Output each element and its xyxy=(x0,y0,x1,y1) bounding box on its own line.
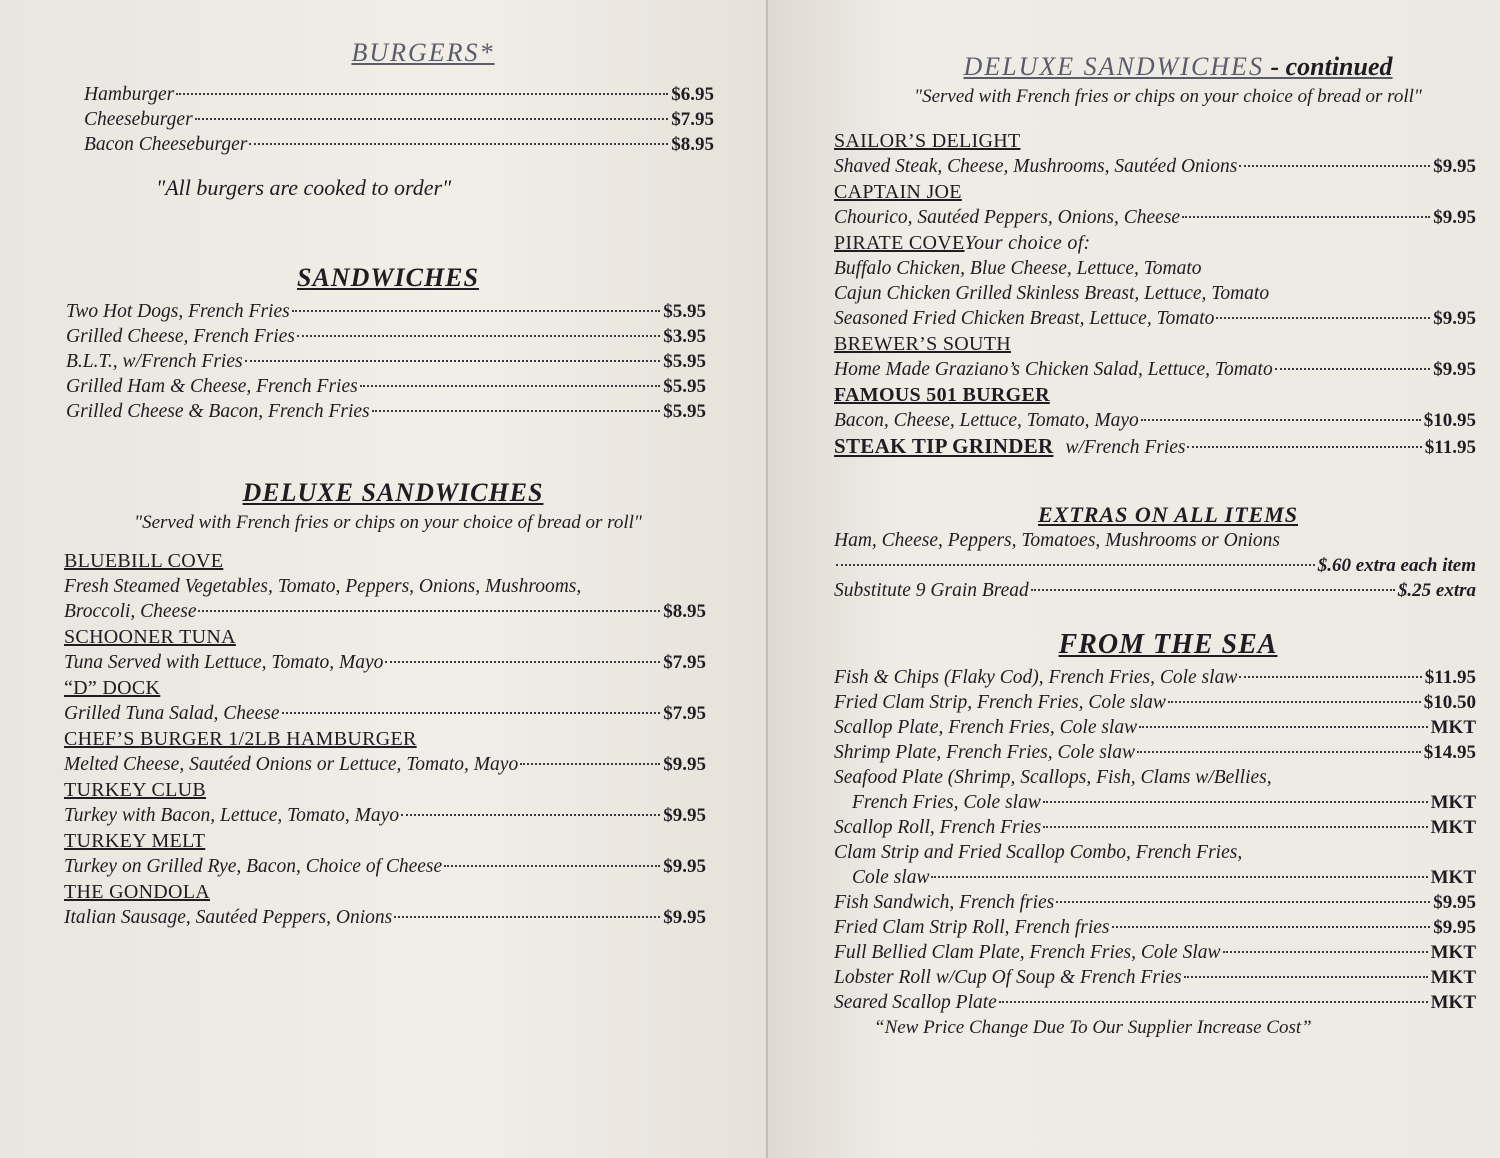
item-desc: Seasoned Fried Chicken Breast, Lettuce, Tomato xyxy=(834,308,1215,329)
dot-leader xyxy=(292,310,661,312)
menu-item xyxy=(66,299,706,324)
menu-item xyxy=(66,324,706,349)
dot-leader xyxy=(1137,751,1421,753)
item-price: $5.95 xyxy=(663,401,706,422)
dot-leader xyxy=(1168,701,1421,703)
dot-leader xyxy=(401,814,660,816)
item-price: $11.95 xyxy=(1424,437,1476,458)
deluxe-list xyxy=(46,548,706,930)
dot-leader xyxy=(1184,976,1428,978)
menu-item xyxy=(84,107,714,132)
item-title xyxy=(834,230,1476,256)
menu-item xyxy=(46,905,706,930)
menu-item xyxy=(834,715,1476,740)
item-title: TURKEY CLUB xyxy=(64,779,207,801)
menu-item xyxy=(46,599,706,624)
item-title: BREWER’S SOUTH xyxy=(834,333,1011,355)
item-desc: Grilled Tuna Salad, Cheese xyxy=(64,703,280,724)
item-price: $5.95 xyxy=(663,351,706,372)
item-desc: Home Made Graziano’s Chicken Salad, Lettuce, Tomato xyxy=(834,359,1273,380)
item-name: Seared Scallop Plate xyxy=(834,992,997,1013)
menu-item xyxy=(834,205,1476,230)
item-name: Shrimp Plate, French Fries, Cole slaw xyxy=(834,742,1135,763)
dot-leader xyxy=(1182,216,1430,218)
item-price: $7.95 xyxy=(663,652,706,673)
deluxe-title: DELUXE SANDWICHES xyxy=(242,478,544,507)
menu-item xyxy=(834,890,1476,915)
item-price: $9.95 xyxy=(1433,308,1476,329)
item-price: $7.95 xyxy=(671,109,714,130)
item-name: Full Bellied Clam Plate, French Fries, Cole Slaw xyxy=(834,942,1221,963)
menu-item xyxy=(46,701,706,726)
dot-leader xyxy=(394,916,660,918)
item-title: CHEF’S BURGER 1/2LB HAMBURGER xyxy=(64,728,417,750)
dot-leader xyxy=(931,876,1427,878)
menu-item xyxy=(834,578,1476,603)
burgers-list xyxy=(84,82,714,157)
item-name: Fried Clam Strip Roll, French fries xyxy=(834,917,1110,938)
item-title: “D” DOCK xyxy=(64,677,161,699)
deluxe-continued-subtitle: "Served with French fries or chips on your choice of bread or roll" xyxy=(914,86,1422,107)
dot-leader xyxy=(1275,368,1431,370)
burgers-note: "All burgers are cooked to order" xyxy=(156,175,452,200)
dot-leader xyxy=(1043,801,1428,803)
item-price: $7.95 xyxy=(663,703,706,724)
dot-leader xyxy=(1187,446,1421,448)
menu-item xyxy=(834,865,1476,890)
item-price: $10.95 xyxy=(1423,410,1476,431)
menu-entry xyxy=(46,726,706,777)
menu-item xyxy=(46,803,706,828)
item-price: $11.95 xyxy=(1424,667,1476,688)
deluxe-continued-suffix: - continued xyxy=(1263,52,1393,81)
item-name: Grilled Cheese & Bacon, French Fries xyxy=(66,401,370,422)
dot-leader xyxy=(1031,589,1395,591)
dot-leader xyxy=(1239,676,1421,678)
item-name: Cheeseburger xyxy=(84,109,193,130)
dot-leader xyxy=(1056,901,1430,903)
item-title: TURKEY MELT xyxy=(64,830,206,852)
dot-leader xyxy=(1223,951,1428,953)
item-price: $6.95 xyxy=(671,84,714,105)
dot-leader xyxy=(198,610,660,612)
menu-item xyxy=(834,433,1476,462)
sea-list xyxy=(834,665,1476,1039)
item-title: BLUEBILL COVE xyxy=(64,550,224,572)
item-desc: w/French Fries xyxy=(1065,437,1186,458)
item-name: Fish Sandwich, French fries xyxy=(834,892,1055,913)
menu-item xyxy=(834,306,1476,331)
dot-leader xyxy=(1112,926,1431,928)
item-name: Substitute 9 Grain Bread xyxy=(834,580,1029,601)
item-desc: Shaved Steak, Cheese, Mushrooms, Sautéed Onions xyxy=(834,156,1238,177)
item-title: SCHOONER TUNA xyxy=(64,626,236,648)
menu-item xyxy=(834,915,1476,940)
item-price: $14.95 xyxy=(1423,742,1476,763)
item-name: Grilled Cheese, French Fries xyxy=(66,326,295,347)
menu-item xyxy=(834,665,1476,690)
extras-title: EXTRAS ON ALL ITEMS xyxy=(1037,502,1299,527)
extras-list xyxy=(834,528,1476,603)
dot-leader xyxy=(360,385,661,387)
item-desc: Cole slaw xyxy=(852,867,930,888)
dot-leader xyxy=(297,335,660,337)
item-price: MKT xyxy=(1430,867,1476,888)
sea-title: FROM THE SEA xyxy=(1058,629,1278,660)
item-price: $9.95 xyxy=(1433,156,1476,177)
item-desc: Italian Sausage, Sautéed Peppers, Onions xyxy=(64,907,393,928)
deluxe-continued-list xyxy=(834,128,1476,462)
item-name: Scallop Roll, French Fries xyxy=(834,817,1042,838)
dot-leader xyxy=(836,564,1315,566)
item-price: $3.95 xyxy=(663,326,706,347)
item-name: Bacon Cheeseburger xyxy=(84,134,248,155)
item-title: CAPTAIN JOE xyxy=(834,181,962,203)
menu-item xyxy=(834,790,1476,815)
item-desc: Turkey on Grilled Rye, Bacon, Choice of Cheese xyxy=(64,856,443,877)
dot-leader xyxy=(1139,726,1428,728)
dot-leader xyxy=(249,143,668,145)
dot-leader xyxy=(1141,419,1421,421)
extras-line: Ham, Cheese, Peppers, Tomatoes, Mushrooms or Onions xyxy=(834,530,1280,551)
menu-entry xyxy=(46,828,706,879)
menu-item xyxy=(66,399,706,424)
menu-item xyxy=(84,82,714,107)
sandwiches-list xyxy=(66,299,706,424)
dot-leader xyxy=(176,93,668,95)
burgers-title: BURGERS* xyxy=(351,38,495,67)
menu-item xyxy=(834,940,1476,965)
item-price: MKT xyxy=(1430,942,1476,963)
dot-leader xyxy=(245,360,661,362)
item-desc: Bacon, Cheese, Lettuce, Tomato, Mayo xyxy=(834,410,1139,431)
menu-item xyxy=(834,154,1476,179)
item-price: $8.95 xyxy=(671,134,714,155)
item-price: MKT xyxy=(1430,792,1476,813)
menu-item xyxy=(66,349,706,374)
menu-entry xyxy=(46,879,706,930)
item-price: $9.95 xyxy=(1433,892,1476,913)
menu-item xyxy=(834,965,1476,990)
dot-leader xyxy=(999,1001,1428,1003)
item-title: STEAK TIP GRINDER xyxy=(834,434,1054,458)
menu-entry xyxy=(46,624,706,675)
item-price: MKT xyxy=(1430,817,1476,838)
item-price: $10.50 xyxy=(1423,692,1476,713)
dot-leader xyxy=(444,865,660,867)
item-price: $5.95 xyxy=(663,301,706,322)
item-name: B.L.T., w/French Fries xyxy=(66,351,243,372)
menu-item xyxy=(84,132,714,157)
menu-item xyxy=(834,408,1476,433)
menu-entry xyxy=(46,548,706,624)
item-desc: Melted Cheese, Sautéed Onions or Lettuce, Tomato, Mayo xyxy=(64,754,519,775)
item-desc: Buffalo Chicken, Blue Cheese, Lettuce, Tomato xyxy=(834,258,1202,279)
item-title: THE GONDOLA xyxy=(64,881,211,903)
menu-item xyxy=(834,553,1476,578)
menu-item xyxy=(834,990,1476,1015)
item-price: $9.95 xyxy=(663,805,706,826)
item-price: MKT xyxy=(1430,992,1476,1013)
item-desc: Fresh Steamed Vegetables, Tomato, Peppers, Onions, Mushrooms, xyxy=(64,576,582,597)
item-desc: French Fries, Cole slaw xyxy=(852,792,1041,813)
deluxe-subtitle: "Served with French fries or chips on your choice of bread or roll" xyxy=(134,512,642,533)
item-desc: Broccoli, Cheese xyxy=(64,601,197,622)
item-desc: Clam Strip and Fried Scallop Combo, French Fries, xyxy=(834,842,1243,863)
menu-item xyxy=(834,357,1476,382)
price-change-note: “New Price Change Due To Our Supplier Increase Cost” xyxy=(874,1017,1312,1038)
pirate-cove-note: Your choice of: xyxy=(964,232,1091,254)
item-name: Grilled Ham & Cheese, French Fries xyxy=(66,376,358,397)
item-price: $9.95 xyxy=(1433,359,1476,380)
menu-item xyxy=(46,752,706,777)
item-price: $8.95 xyxy=(663,601,706,622)
item-price: $9.95 xyxy=(663,754,706,775)
item-name: Scallop Plate, French Fries, Cole slaw xyxy=(834,717,1138,738)
item-price: MKT xyxy=(1430,717,1476,738)
sandwiches-title: SANDWICHES xyxy=(297,263,479,292)
menu-item xyxy=(66,374,706,399)
pirate-cove-title: PIRATE COVE xyxy=(834,232,965,254)
menu-entry xyxy=(46,675,706,726)
item-price: $9.95 xyxy=(1433,917,1476,938)
item-price: MKT xyxy=(1430,967,1476,988)
item-name: Fried Clam Strip, French Fries, Cole slaw xyxy=(834,692,1166,713)
menu-item xyxy=(834,740,1476,765)
dot-leader xyxy=(520,763,660,765)
item-title: SAILOR’S DELIGHT xyxy=(834,130,1021,152)
deluxe-continued-title xyxy=(874,52,1482,82)
dot-leader xyxy=(1239,165,1430,167)
menu-item xyxy=(834,690,1476,715)
item-price: $9.95 xyxy=(663,856,706,877)
dot-leader xyxy=(1043,826,1427,828)
menu-entry xyxy=(46,777,706,828)
item-price: $9.95 xyxy=(663,907,706,928)
right-page xyxy=(768,0,1500,1158)
dot-leader xyxy=(1216,317,1430,319)
item-title: FAMOUS 501 BURGER xyxy=(834,384,1050,406)
item-price: $9.95 xyxy=(1433,207,1476,228)
item-desc: Chourico, Sautéed Peppers, Onions, Cheese xyxy=(834,207,1181,228)
item-name: Two Hot Dogs, French Fries xyxy=(66,301,290,322)
menu-item xyxy=(46,650,706,675)
dot-leader xyxy=(385,661,660,663)
item-name: Lobster Roll w/Cup Of Soup & French Fries xyxy=(834,967,1182,988)
item-name: Fish & Chips (Flaky Cod), French Fries, Cole slaw xyxy=(834,667,1238,688)
deluxe-continued-main: DELUXE SANDWICHES xyxy=(963,52,1264,81)
item-price: $.25 extra xyxy=(1397,580,1476,601)
menu-item xyxy=(834,815,1476,840)
dot-leader xyxy=(282,712,661,714)
dot-leader xyxy=(372,410,661,412)
item-name: Hamburger xyxy=(84,84,175,105)
item-desc: Cajun Chicken Grilled Skinless Breast, Lettuce, Tomato xyxy=(834,283,1270,304)
dot-leader xyxy=(195,118,669,120)
item-price: $5.95 xyxy=(663,376,706,397)
menu-item xyxy=(46,854,706,879)
item-price: $.60 extra each item xyxy=(1317,555,1476,576)
item-desc: Turkey with Bacon, Lettuce, Tomato, Mayo xyxy=(64,805,400,826)
item-desc: Seafood Plate (Shrimp, Scallops, Fish, Clams w/Bellies, xyxy=(834,767,1272,788)
item-desc: Tuna Served with Lettuce, Tomato, Mayo xyxy=(64,652,384,673)
